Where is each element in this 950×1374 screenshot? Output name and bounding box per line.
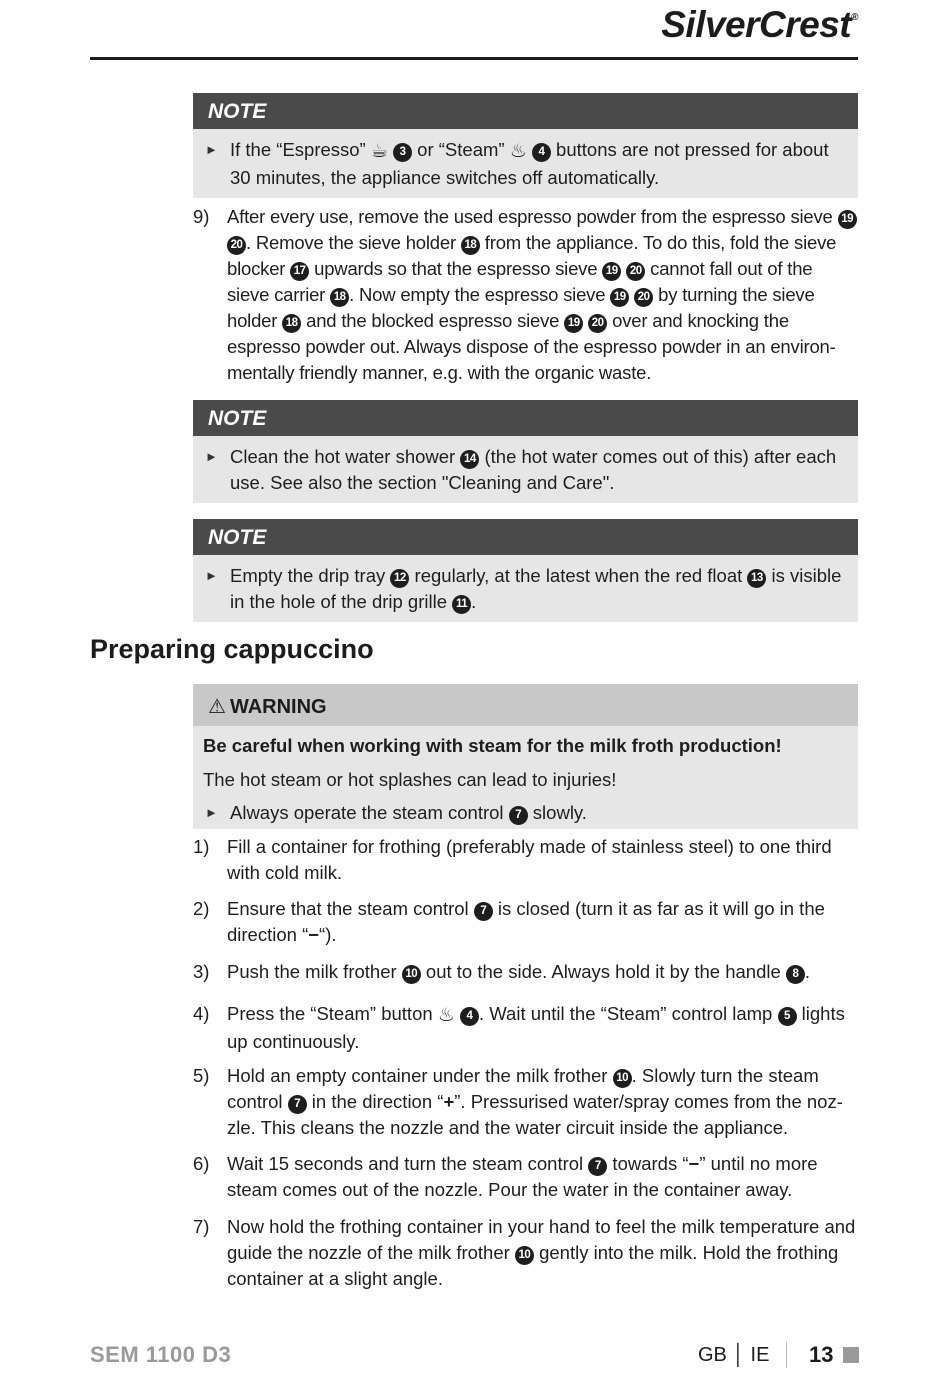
ref-number: 17 xyxy=(290,262,309,281)
note-title: NOTE xyxy=(193,519,858,555)
ref-number: 14 xyxy=(460,450,479,469)
bullet-arrow-icon: ► xyxy=(205,805,218,820)
step-number: 9) xyxy=(193,206,210,227)
section-heading: Preparing cappuccino xyxy=(90,634,374,664)
step-number: 1) xyxy=(193,836,210,857)
footer-separator xyxy=(786,1342,787,1368)
ref-number: 4 xyxy=(460,1007,479,1026)
step-text: Hold an empty container under the milk frother 10 . Slowly turn the steam control 7 in the direction “+”. Pressurised water/spray comes from the nozzle. This cleans the nozzle and the water circuit inside the appliance. xyxy=(227,1065,843,1138)
warning-title: ⚠ WARNING xyxy=(193,684,858,726)
list-item xyxy=(193,896,858,948)
ref-number: 20 xyxy=(634,288,653,307)
step-text: Push the milk frother 10 out to the side. Always hold it by the handle 8 . xyxy=(227,961,811,982)
ref-number: 12 xyxy=(390,569,409,588)
footer-square-mark xyxy=(843,1347,859,1363)
list-item xyxy=(193,834,858,886)
step-text: Now hold the frothing container in your hand to feel the milk temperature and guide the nozzle of the milk frother 10 gently into the milk. Hold the frothing container at a slight angle. xyxy=(227,1216,856,1289)
bullet-arrow-icon: ► xyxy=(205,568,218,583)
ref-number: 10 xyxy=(515,1246,534,1265)
ref-number: 8 xyxy=(786,965,805,984)
bullet-arrow-icon: ► xyxy=(205,142,218,157)
note-text: ► Clean the hot water shower 14 (the hot water comes out of this) after each use. See also the section "Cleaning and Care". xyxy=(205,446,837,493)
step-number: 2) xyxy=(193,898,210,919)
step-text: After every use, remove the used espresso powder from the espresso sieve 19 20 . Remove the sieve holder 18 from the appliance. To do this, fold the sieve blocker 17 upwards so that the espresso sieve 19 20 cannot fall out of the sieve carrier 18 . Now empty the espresso sieve 19 20 by turning the sieve holder 18 and the blocked espresso sieve 19 20 over and knocking the espresso powder out. Always dispose of the espresso powder in an environmentally friendly manner, e.g. with the organic waste. xyxy=(227,204,858,386)
ref-number: 10 xyxy=(613,1069,632,1088)
warning-triangle-icon: ⚠ xyxy=(208,696,226,718)
warning-bullet: ► Always operate the steam control 7 slowly. xyxy=(193,795,858,829)
ref-number: 19 xyxy=(564,314,583,333)
ref-number: 7 xyxy=(288,1095,307,1114)
ref-number: 19 xyxy=(602,262,621,281)
step-number: 3) xyxy=(193,961,210,982)
ref-number: 20 xyxy=(588,314,607,333)
note-box-1 xyxy=(193,93,858,198)
step-text: Wait 15 seconds and turn the steam control 7 towards “−” until no more steam comes out of the nozzle. Pour the water in the container away. xyxy=(227,1153,818,1200)
ref-number: 20 xyxy=(626,262,645,281)
note-title: NOTE xyxy=(193,400,858,436)
ref-number: 5 xyxy=(778,1007,797,1026)
step-text: Ensure that the steam control 7 is closed (turn it as far as it will go in the direction “−“). xyxy=(227,898,825,945)
header-rule xyxy=(90,57,858,60)
step-number: 4) xyxy=(193,1003,210,1024)
list-item xyxy=(193,1063,858,1141)
note-box-3 xyxy=(193,519,858,622)
minus-symbol: − xyxy=(308,924,320,945)
steam-icon: ♨ xyxy=(509,141,527,162)
ref-number: 13 xyxy=(747,569,766,588)
ref-number: 10 xyxy=(402,965,421,984)
cup-icon: ☕ xyxy=(370,141,388,162)
note-text: ► Empty the drip tray 12 regularly, at the latest when the red float 13 is visible in the hole of the drip grille 11 . xyxy=(205,565,842,612)
list-item xyxy=(193,204,858,386)
ref-number: 18 xyxy=(330,288,349,307)
ref-number: 18 xyxy=(461,236,480,255)
list-item xyxy=(193,1001,858,1055)
warning-text-line: The hot steam or hot splashes can lead to injuries! xyxy=(203,769,617,790)
footer-language: GB │ IE xyxy=(698,1344,770,1366)
plus-symbol: + xyxy=(443,1091,455,1112)
bullet-arrow-icon: ► xyxy=(205,449,218,464)
ref-number: 18 xyxy=(282,314,301,333)
note-title: NOTE xyxy=(193,93,858,129)
list-item xyxy=(193,1214,858,1292)
ref-number: 20 xyxy=(227,236,246,255)
ref-number: 7 xyxy=(588,1157,607,1176)
ref-number: 7 xyxy=(474,902,493,921)
warning-box xyxy=(193,684,858,829)
ref-number: 4 xyxy=(532,143,551,162)
ref-number: 19 xyxy=(610,288,629,307)
brand-logo: SilverCrest® xyxy=(661,4,858,45)
footer-model: SEM 1100 D3 xyxy=(90,1342,232,1367)
note-box-2 xyxy=(193,400,858,503)
step-number: 6) xyxy=(193,1153,210,1174)
note-text: ► If the “Espresso” ☕ 3 or “Steam” ♨ 4 buttons are not pressed for about 30 minutes, the appliance switches off automatically. xyxy=(205,139,829,188)
ref-number: 19 xyxy=(838,210,857,229)
ref-number: 11 xyxy=(452,595,471,614)
ref-number: 3 xyxy=(393,143,412,162)
minus-symbol: − xyxy=(688,1153,700,1174)
step-number: 5) xyxy=(193,1065,210,1086)
step-text: Press the “Steam” button ♨ 4 . Wait until the “Steam” control lamp 5 lights up continuously. xyxy=(227,1003,845,1052)
warning-bold-line: Be careful when working with steam for the milk froth production! xyxy=(203,735,782,756)
page-number: 13 xyxy=(809,1342,834,1367)
step-text: Fill a container for frothing (preferably made of stainless steel) to one third with cold milk. xyxy=(227,836,832,883)
steam-icon: ♨ xyxy=(437,1005,455,1026)
list-item xyxy=(193,959,858,985)
ref-number: 7 xyxy=(509,806,528,825)
step-number: 7) xyxy=(193,1216,210,1237)
list-item xyxy=(193,1151,858,1203)
registered-mark: ® xyxy=(851,12,858,23)
